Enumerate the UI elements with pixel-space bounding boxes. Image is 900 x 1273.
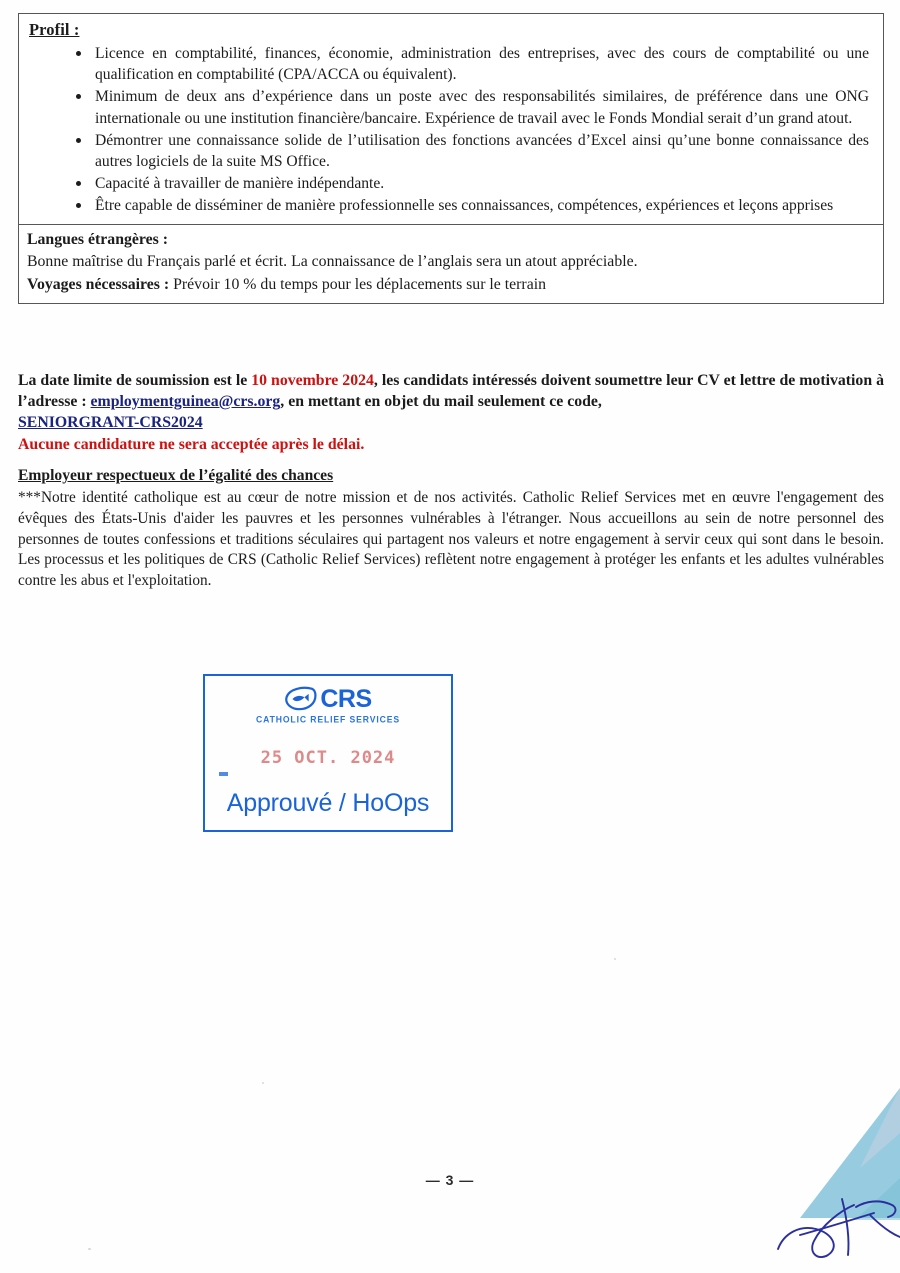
list-item: Être capable de disséminer de manière professionnelle ses connaissances, compétences, expériences et leçons apprises — [27, 195, 875, 216]
profile-heading: Profil : — [29, 20, 80, 39]
crs-logo — [205, 686, 451, 724]
list-item: Minimum de deux ans d’expérience dans un poste avec des responsabilités similaires, de préférence dans une ONG internationale ou une institution financière/bancaire. Expérience de travail avec le Fonds Mondial serait d’un grand atout. — [27, 86, 875, 128]
languages-cell — [19, 224, 883, 303]
scan-speck — [262, 1082, 264, 1084]
deadline-warning: Aucune candidature ne sera acceptée après le délai. — [18, 436, 365, 453]
stamp-approval-label: Approuvé / HoOps — [226, 789, 430, 817]
deadline-date: 10 novembre 2024 — [251, 372, 374, 389]
deadline-tail-text: , en mettant en objet du mail seulement ce code, — [280, 393, 602, 410]
equal-opportunity-title: Employeur respectueux de l’égalité des chances — [18, 467, 334, 484]
crs-wordmark: CRS — [320, 684, 372, 713]
page-number: — 3 — — [425, 1172, 475, 1188]
application-email-link[interactable]: employmentguinea@crs.org — [90, 393, 281, 410]
application-subject-code: SENIORGRANT-CRS2024 — [18, 414, 203, 431]
stamp-dash-mark — [219, 772, 228, 776]
approval-stamp — [203, 674, 453, 832]
deadline-paragraph — [18, 370, 884, 455]
stamp-date: 25 OCT. 2024 — [260, 748, 396, 768]
travel-label: Voyages nécessaires : — [27, 275, 170, 293]
requirements-table — [18, 13, 884, 304]
list-item: Licence en comptabilité, finances, économie, administration des entreprises, avec des cours de comptabilité ou une qualification en comptabilité (CPA/ACCA ou équivalent). — [27, 43, 875, 85]
deadline-code-line — [18, 412, 884, 433]
scan-speck — [88, 1248, 91, 1250]
corner-wedge-watermark — [760, 1058, 900, 1273]
travel-value: Prévoir 10 % du temps pour les déplacements sur le terrain — [173, 275, 546, 293]
crs-swoosh-icon — [284, 686, 318, 712]
profile-cell — [19, 14, 883, 224]
languages-heading: Langues étrangères : — [27, 230, 168, 248]
equal-opportunity-section — [18, 467, 884, 592]
scan-speck — [614, 958, 616, 960]
equal-opportunity-body: ***Notre identité catholique est au cœur de notre mission et de nos activités. Catholic Relief Services met en œuvre l'engagement des évêques des États-Unis d'aider les pauvres et les personnes vulnérables à l'étranger. Nous accueillons au sein de notre personnel des personnes de toutes confessions et traditions séculaires qui partagent nos valeurs et notre engagement à servir ceux qui sont dans le besoin. Les processus et les politiques de CRS (Catholic Relief Services) reflètent notre engagement à protéger les enfants et les adultes vulnérables contre les abus et l'exploitation. — [18, 489, 884, 590]
deadline-intro-text: La date limite de soumission est le — [18, 372, 252, 389]
deadline-middle-text: , les candidats intéressés doivent soumettre leur CV et lettre de motivation à l’adresse : — [18, 372, 884, 410]
languages-body: Bonne maîtrise du Français parlé et écrit. La connaissance de l’anglais sera un atout appréciable. — [27, 253, 638, 271]
list-item: Démontrer une connaissance solide de l’utilisation des fonctions avancées d’Excel ainsi qu’une bonne connaissance des autres logiciels de la suite MS Office. — [27, 130, 875, 172]
crs-logo-mark — [284, 686, 371, 712]
crs-tagline: CATHOLIC RELIEF SERVICES — [256, 713, 400, 725]
travel-line — [27, 274, 875, 297]
list-item: Capacité à travailler de manière indépendante. — [27, 173, 875, 194]
profile-bullet-list — [27, 43, 875, 217]
